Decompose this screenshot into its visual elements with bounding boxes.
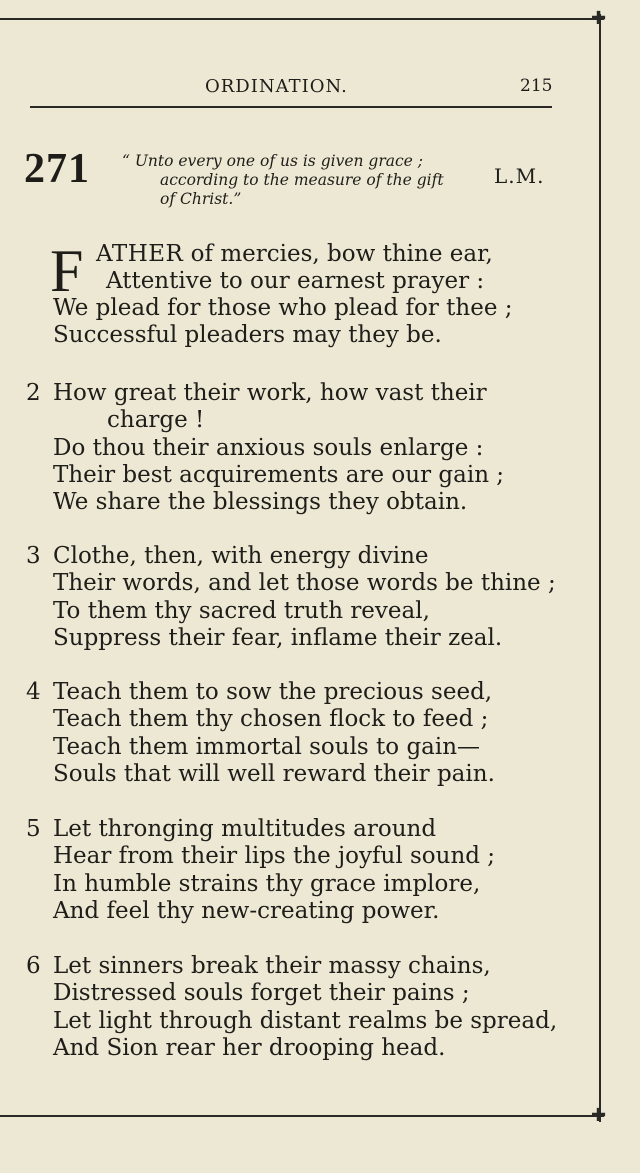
stanza-number: 6 xyxy=(26,953,41,979)
stanza-line: We plead for those who plead for thee ; xyxy=(53,295,513,321)
top-border-rule xyxy=(0,18,604,20)
section-title: ORDINATION. xyxy=(205,76,348,97)
scripture-epigraph xyxy=(122,152,492,209)
stanza-4 xyxy=(0,679,600,788)
meter-label: L.M. xyxy=(494,164,545,188)
stanza-line: To them thy sacred truth reveal, xyxy=(53,597,430,624)
corner-ornament-top: ✚ xyxy=(591,8,607,29)
stanza-number: 4 xyxy=(26,679,41,705)
stanza-1-rest xyxy=(0,295,600,350)
stanza-line: Distressed souls forget their pains ; xyxy=(53,980,470,1007)
stanza-line: And feel thy new-creating power. xyxy=(53,897,440,924)
epigraph-line: according to the measure of the gift xyxy=(160,171,444,189)
stanza-line: Do thou their anxious souls enlarge : xyxy=(53,434,484,461)
stanza-line: We share the blessings they obtain. xyxy=(53,489,468,516)
stanza-line: Teach them thy chosen flock to feed ; xyxy=(53,706,489,733)
stanza-line: Let thronging multitudes around xyxy=(53,816,437,842)
hymn-number: 271 xyxy=(24,146,90,192)
stanza-line: Suppress their fear, inflame their zeal. xyxy=(53,624,503,651)
stanza-line: Teach them immortal souls to gain— xyxy=(53,733,481,760)
running-header xyxy=(0,76,600,102)
epigraph-line: of Christ.” xyxy=(160,190,242,208)
stanza-line: Their words, and let those words be thine ; xyxy=(53,570,556,597)
stanza-line: Let sinners break their massy chains, xyxy=(53,953,491,979)
first-word-caps: ATHER xyxy=(96,241,184,267)
drop-cap: F xyxy=(50,238,84,304)
stanza-1-line-2: Attentive to our earnest prayer : xyxy=(106,268,485,294)
stanza-line: Their best acquirements are our gain ; xyxy=(53,461,505,488)
stanza-2 xyxy=(0,380,600,516)
stanza-line: charge ! xyxy=(107,407,205,434)
stanza-line: In humble strains thy grace implore, xyxy=(53,870,481,897)
stanza-line: Successful pleaders may they be. xyxy=(53,322,442,349)
bottom-border-rule xyxy=(0,1115,604,1117)
stanza-line: Souls that will well reward their pain. xyxy=(53,760,495,787)
stanza-6 xyxy=(0,953,600,1062)
stanza-number: 2 xyxy=(26,380,41,406)
stanza-line: Teach them to sow the precious seed, xyxy=(53,679,493,705)
corner-ornament-bottom: ✚ xyxy=(591,1105,607,1126)
stanza-1-line-1 xyxy=(96,241,493,267)
header-rule xyxy=(30,106,552,108)
stanza-5 xyxy=(0,816,600,925)
stanza-line: Clothe, then, with energy divine xyxy=(53,543,429,569)
page-number: 215 xyxy=(520,76,553,96)
stanza-line: And Sion rear her drooping head. xyxy=(53,1034,446,1061)
stanza-3 xyxy=(0,543,600,652)
stanza-line: Hear from their lips the joyful sound ; xyxy=(53,843,496,870)
stanza-line: Let light through distant realms be spread, xyxy=(53,1007,558,1034)
stanza-line: How great their work, how vast their xyxy=(53,380,487,406)
stanza-number: 3 xyxy=(26,543,41,569)
first-line-rest: of mercies, bow thine ear, xyxy=(183,241,493,267)
epigraph-line: “ Unto every one of us is given grace ; xyxy=(122,152,423,170)
stanza-number: 5 xyxy=(26,816,41,842)
